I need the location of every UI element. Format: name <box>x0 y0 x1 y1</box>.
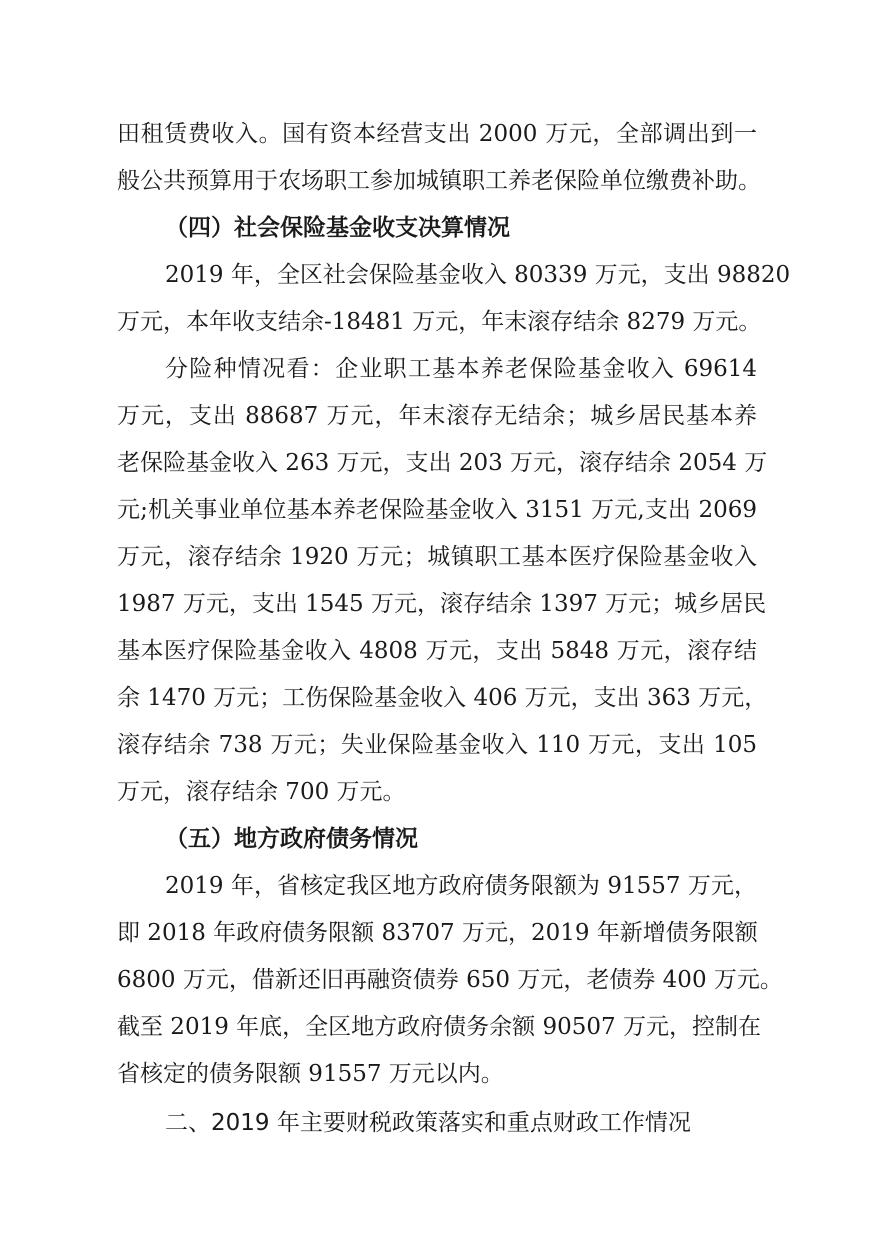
paragraph-line: 老保险基金收入 263 万元，支出 203 万元，滚存结余 2054 万 <box>117 450 768 476</box>
paragraph-line: 余 1470 万元；工伤保险基金收入 406 万元，支出 363 万元， <box>117 685 768 711</box>
paragraph-line: 滚存结余 738 万元；失业保险基金收入 110 万元，支出 105 <box>117 732 757 758</box>
paragraph-line: 截至 2019 年底，全区地方政府债务余额 90507 万元，控制在 <box>117 1014 761 1040</box>
paragraph-line: 分险种情况看：企业职工基本养老保险基金收入 69614 <box>165 356 757 382</box>
paragraph-line: 万元，支出 88687 万元，年末滚存无结余；城乡居民基本养 <box>117 403 757 429</box>
paragraph-line: 万元，滚存结余 700 万元。 <box>117 779 406 805</box>
paragraph-line: 万元，滚存结余 1920 万元；城镇职工基本医疗保险基金收入 <box>117 544 757 570</box>
paragraph-line: 基本医疗保险基金收入 4808 万元，支出 5848 万元，滚存结 <box>117 638 757 664</box>
section-heading: （五）地方政府债务情况 <box>165 826 418 852</box>
paragraph-line: 6800 万元，借新还旧再融资债券 650 万元，老债券 400 万元。 <box>117 967 783 993</box>
section-heading: （四）社会保险基金收支决算情况 <box>165 215 510 241</box>
paragraph-line: 1987 万元，支出 1545 万元，滚存结余 1397 万元；城乡居民 <box>117 591 767 617</box>
paragraph-line: 即 2018 年政府债务限额 83707 万元，2019 年新增债务限额 <box>117 920 758 946</box>
paragraph-line: 2019 年，省核定我区地方政府债务限额为 91557 万元， <box>165 873 757 899</box>
paragraph-line: 元;机关事业单位基本养老保险基金收入 3151 万元,支出 2069 <box>117 497 757 523</box>
paragraph-line: 般公共预算用于农场职工参加城镇职工养老保险单位缴费补助。 <box>117 168 761 194</box>
paragraph-line: 田租赁费收入。国有资本经营支出 2000 万元，全部调出到一 <box>117 121 757 147</box>
paragraph-line: 万元，本年收支结余-18481 万元，年末滚存结余 8279 万元。 <box>117 309 762 335</box>
paragraph-line: 2019 年，全区社会保险基金收入 80339 万元，支出 98820 <box>165 262 791 288</box>
paragraph-line: 省核定的债务限额 91557 万元以内。 <box>117 1061 504 1087</box>
part-heading: 二、2019 年主要财税政策落实和重点财政工作情况 <box>165 1110 691 1136</box>
